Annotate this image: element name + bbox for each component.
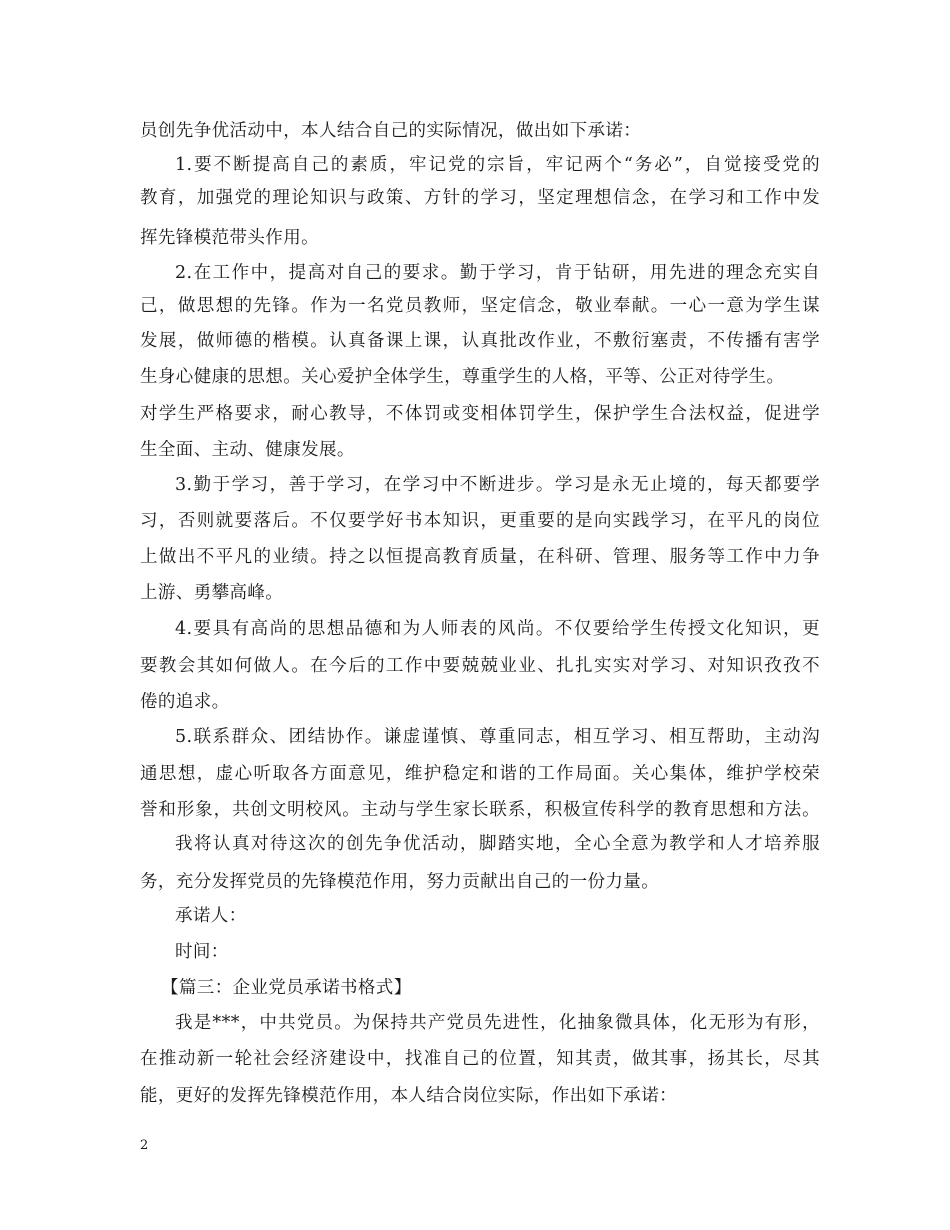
text-line: 员创先争优活动中，本人结合自己的实际情况，做出如下承诺： <box>140 121 642 141</box>
section-heading: 【篇三：企业党员承诺书格式】 <box>161 978 412 998</box>
text-line: 2.在工作中，提高对自己的要求。勤于学习，肯于钻研，用先进的理念充实自 <box>175 263 820 283</box>
text-line: 习，否则就要落后。不仅要学好书本知识，更重要的是向实践学习，在平凡的岗位 <box>140 511 820 531</box>
text-line: 我是***，中共党员。为保持共产党员先进性，化抽象微具体，化无形为有形， <box>175 1013 820 1033</box>
text-line: 倦的追求。 <box>140 692 230 712</box>
text-line: 生身心健康的思想。关心爱护全体学生，尊重学生的人格，平等、公正对待学生。 <box>140 367 785 387</box>
text-line: 教育，加强党的理论知识与政策、方针的学习，坚定理想信念，在学习和工作中发 <box>140 188 820 208</box>
text-line: 对学生严格要求，耐心教导，不体罚或变相体罚学生，保护学生合法权益，促进学 <box>140 404 820 424</box>
text-line: 生全面、主动、健康发展。 <box>140 440 355 460</box>
text-line: 发展，做师德的楷模。认真备课上课，认真批改作业，不敷衍塞责，不传播有害学 <box>140 331 820 351</box>
text-line: 我将认真对待这次的创先争优活动，脚踏实地，全心全意为教学和人才培养服 <box>175 834 820 854</box>
text-line: 己，做思想的先锋。作为一名党员教师，坚定信念，敬业奉献。一心一意为学生谋 <box>140 296 820 316</box>
text-line: 要教会其如何做人。在今后的工作中要兢兢业业、扎扎实实对学习、对知识孜孜不 <box>140 656 820 676</box>
page-number: 2 <box>140 1138 149 1153</box>
text-line: 1.要不断提高自己的素质，牢记党的宗旨，牢记两个“务必”，自觉接受党的 <box>175 155 820 175</box>
text-line: 承诺人： <box>175 906 247 926</box>
text-line: 4.要具有高尚的思想品德和为人师表的风尚。不仅要给学生传授文化知识，更 <box>175 619 820 639</box>
text-line: 在推动新一轮社会经济建设中，找准自己的位置，知其责，做其事，扬其长，尽其 <box>140 1049 820 1069</box>
text-line: 上做出不平凡的业绩。持之以恒提高教育质量，在科研、管理、服务等工作中力争 <box>140 547 820 567</box>
text-line: 3.勤于学习，善于学习，在学习中不断进步。学习是永无止境的，每天都要学 <box>175 475 820 495</box>
text-line: 通思想，虚心听取各方面意见，维护稳定和谐的工作局面。关心集体，维护学校荣 <box>140 764 820 784</box>
text-line: 上游、勇攀高峰。 <box>140 583 284 603</box>
text-line: 时间： <box>175 942 229 962</box>
text-line: 挥先锋模范带头作用。 <box>140 228 319 248</box>
text-line: 务，充分发挥党员的先锋模范作用，努力贡献出自己的一份力量。 <box>140 872 660 892</box>
text-line: 能，更好的发挥先锋模范作用，本人结合岗位实际，作出如下承诺： <box>140 1086 677 1106</box>
text-line: 5.联系群众、团结协作。谦虚谨慎、尊重同志，相互学习、相互帮助，主动沟 <box>175 727 820 747</box>
text-line: 誉和形象，共创文明校风。主动与学生家长联系，积极宣传科学的教育思想和方法。 <box>140 800 820 820</box>
